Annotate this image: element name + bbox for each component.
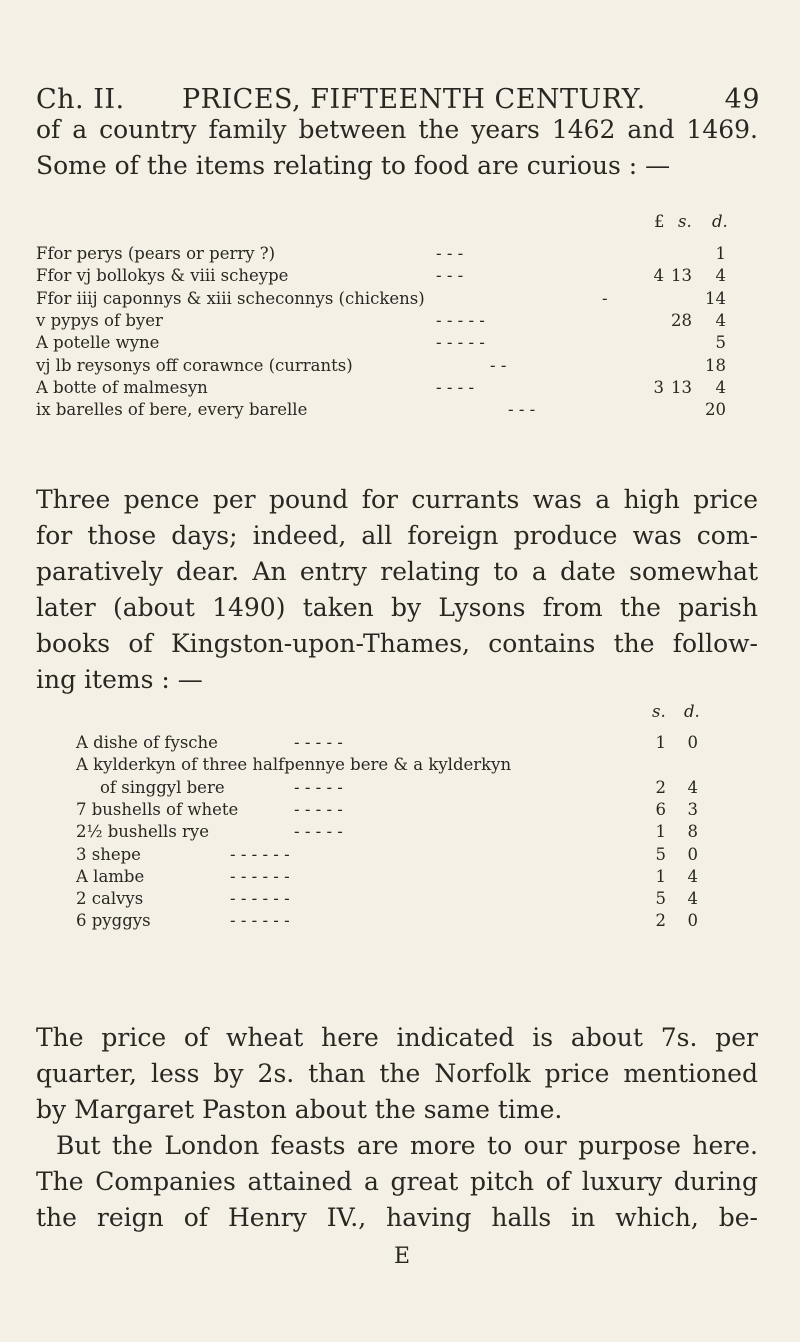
leader-dashes: - - - - - -: [230, 889, 290, 909]
leader-dashes: - - - - - -: [230, 844, 290, 864]
leader-dashes: - - - - -: [436, 333, 485, 353]
item-description: 2 calvys: [76, 889, 144, 909]
item-description: of singgyl bere: [100, 777, 225, 797]
pence-header: d.: [684, 702, 700, 721]
shillings-value: 1: [655, 866, 666, 886]
pence-value: 14: [705, 288, 726, 308]
shillings-header: s.: [652, 702, 666, 721]
leader-dashes: - - - - -: [294, 822, 343, 842]
leader-dashes: -: [602, 288, 608, 308]
pounds-value: 3: [653, 377, 664, 397]
item-description: A kylderkyn of three halfpennye bere & a kylderkyn: [76, 755, 512, 775]
shillings-value: 2: [655, 911, 666, 931]
pence-value: 0: [687, 844, 698, 864]
pounds-value: 4: [653, 266, 664, 286]
text-line: for those days; indeed, all foreign produce was com-: [36, 521, 758, 550]
chapter-label: Ch. II.: [36, 84, 125, 115]
leader-dashes: - - - - -: [436, 310, 485, 330]
item-description: Ffor iiij caponnys & xiii scheconnys (chickens): [36, 288, 425, 308]
shillings-value: 1: [655, 733, 666, 752]
intro-paragraph: [36, 112, 758, 184]
pence-value: 3: [687, 799, 698, 819]
pence-value: 4: [687, 777, 698, 797]
shillings-value: 13: [671, 266, 692, 286]
pence-value: 1: [715, 244, 726, 263]
pence-value: 8: [687, 822, 698, 842]
text-line: The Companies attained a great pitch of luxury during: [36, 1167, 758, 1196]
item-description: v pypys of byer: [36, 310, 163, 330]
shillings-value: 6: [655, 799, 666, 819]
leader-dashes: - - - - -: [294, 777, 343, 797]
shillings-value: 13: [671, 377, 692, 397]
text-line: quarter, less by 2s. than the Norfolk price mentioned: [36, 1059, 758, 1088]
leader-dashes: - - - - - -: [230, 866, 290, 886]
text-line: later (about 1490) taken by Lysons from the parish: [36, 593, 758, 622]
item-description: Ffor vj bollokys & viii scheype: [36, 266, 289, 286]
shillings-value: 5: [655, 889, 666, 909]
item-description: A potelle wyne: [36, 333, 160, 353]
leader-dashes: - - -: [436, 244, 464, 263]
pence-value: 4: [687, 889, 698, 909]
text-line: Some of the items relating to food are curious : —: [36, 151, 671, 180]
leader-dashes: - - - - - -: [230, 911, 290, 931]
running-title: PRICES, FIFTEENTH CENTURY.: [182, 84, 646, 115]
wheat-paragraph: [36, 1020, 758, 1128]
pence-value: 4: [715, 377, 726, 397]
item-description: A dishe of fysche: [76, 733, 218, 752]
text-line: books of Kingston-upon-Thames, contains the follow-: [36, 629, 758, 658]
shillings-value: 28: [671, 310, 692, 330]
page-number: 49: [724, 84, 760, 115]
pence-value: 4: [715, 310, 726, 330]
leader-dashes: - - - -: [436, 377, 475, 397]
pence-value: 0: [687, 733, 698, 752]
text-line: the reign of Henry IV., having halls in which, be-: [36, 1203, 758, 1232]
leader-dashes: - - -: [508, 400, 536, 420]
pence-value: 0: [687, 911, 698, 931]
text-line: The price of wheat here indicated is about 7s. per: [36, 1023, 758, 1052]
text-line: Three pence per pound for currants was a high price: [36, 485, 758, 514]
pence-header: d.: [712, 212, 728, 231]
item-description: 6 pyggys: [76, 911, 151, 931]
pence-value: 20: [705, 400, 726, 420]
leader-dashes: - - -: [436, 266, 464, 286]
shillings-value: 1: [655, 822, 666, 842]
text-line: of a country family between the years 1462 and 1469.: [36, 115, 758, 144]
leader-dashes: - - - - -: [294, 733, 343, 752]
shillings-value: 5: [655, 844, 666, 864]
pence-value: 18: [705, 355, 726, 375]
item-description: 7 bushells of whete: [76, 799, 239, 819]
pence-value: 5: [715, 333, 726, 353]
london-feasts-paragraph: [56, 1128, 758, 1164]
text-line: by Margaret Paston about the same time.: [36, 1095, 563, 1124]
text-line: But the London feasts are more to our purpose here.: [56, 1131, 758, 1160]
london-feasts-paragraph-cont: [36, 1164, 758, 1236]
pence-value: 4: [715, 266, 726, 286]
pounds-header: £: [654, 212, 665, 231]
currants-paragraph: [36, 482, 758, 698]
item-description: A lambe: [76, 866, 145, 886]
leader-dashes: - -: [490, 355, 507, 375]
item-description: A botte of malmesyn: [36, 377, 208, 397]
item-description: vj lb reysonys off corawnce (currants): [36, 355, 353, 375]
signature-mark: E: [394, 1244, 411, 1269]
item-description: ix barelles of bere, every barelle: [36, 400, 308, 420]
shillings-value: 2: [655, 777, 666, 797]
text-line: ing items : —: [36, 665, 203, 694]
leader-dashes: - - - - -: [294, 799, 343, 819]
pence-value: 4: [687, 866, 698, 886]
item-description: 3 shepe: [76, 844, 141, 864]
item-description: Ffor perys (pears or perry ?): [36, 244, 276, 263]
shillings-header: s.: [678, 212, 692, 231]
item-description: 2½ bushells rye: [76, 822, 210, 842]
text-line: paratively dear. An entry relating to a date somewhat: [36, 557, 758, 586]
